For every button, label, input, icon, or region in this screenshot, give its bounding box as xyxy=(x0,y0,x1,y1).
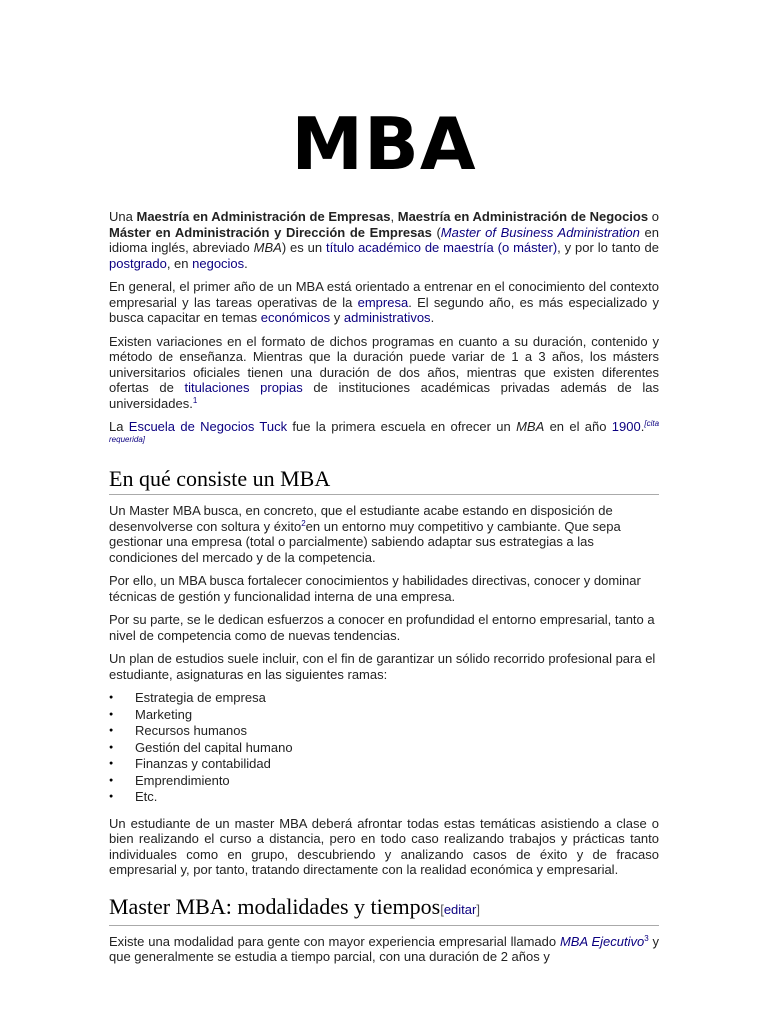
text: . xyxy=(430,310,435,325)
list-item: ● Gestión del capital humano xyxy=(109,740,659,757)
edit-link[interactable]: editar xyxy=(443,901,477,917)
text: fue la primera escuela en ofrecer un xyxy=(287,419,517,434)
paragraph-master-busca xyxy=(109,503,659,565)
paragraph-first-year xyxy=(109,279,659,326)
list-item: ● Emprendimiento xyxy=(109,773,659,790)
edit-section xyxy=(440,902,480,917)
text: Una xyxy=(109,209,137,224)
link-negocios[interactable]: negocios xyxy=(192,255,245,271)
paragraph-ejecutivo xyxy=(109,934,659,965)
section-heading-modalidades xyxy=(109,894,659,926)
article-body xyxy=(109,209,659,973)
paragraph-tuck xyxy=(109,419,659,450)
link-1900[interactable]: 1900 xyxy=(611,419,641,434)
paragraph-plan-estudios: Un plan de estudios suele incluir, con el fin de garantizar un sólido recorrido profesional para el estudiante, asignaturas en las siguientes ramas: xyxy=(109,651,656,682)
intro-paragraph xyxy=(109,209,659,271)
text: y que generalmente se estudia a tiempo parcial, con una duración de 2 años y xyxy=(109,933,660,964)
text: de instituciones académicas privadas además de las universidades. xyxy=(109,380,659,411)
link-escuela-tuck[interactable]: Escuela de Negocios Tuck xyxy=(128,419,288,434)
list-item: ● Recursos humanos xyxy=(109,723,659,740)
text: . El segundo año, es más especializado y busca capacitar en temas xyxy=(109,294,659,325)
text: en un entorno muy competitivo y cambiante. Que sepa gestionar una empresa (total o parcialmente) sabiendo adaptar sus estrategias a las condiciones del mercado y de la competencia. xyxy=(109,518,621,565)
text: La xyxy=(109,419,129,434)
link-postgrado[interactable]: postgrado xyxy=(109,255,167,271)
text: , y por lo tanto de xyxy=(557,240,659,255)
link-empresa[interactable]: empresa xyxy=(357,294,409,310)
link-master-of-business-administration[interactable]: Master of Business Administration xyxy=(440,224,640,240)
paragraph-estudiante: Un estudiante de un master MBA deberá afrontar todas estas temáticas asistiendo a clase o bien realizando el curso a distancia, pero en todo caso realizando trabajos y prácticas tanto individuales como en grupo, descubriendo y analizando casos de éxito y de fracaso empresarial y, por tanto, tratando directamente con la realidad económica y empresarial. xyxy=(109,815,659,877)
text: en idioma inglés, abreviado xyxy=(109,224,659,255)
list-item: ● Estrategia de empresa xyxy=(109,690,659,707)
list-item: ● Etc. xyxy=(109,789,659,806)
link-economicos[interactable]: económicos xyxy=(260,310,331,325)
text: , en xyxy=(166,255,193,271)
text: . xyxy=(640,419,645,434)
text: . xyxy=(244,255,248,271)
bold-term: Máster en Administración y Dirección de Empresas xyxy=(109,224,432,240)
text: ) es un xyxy=(281,240,326,255)
reference-3[interactable]: 3 xyxy=(644,933,649,943)
list-item: ● Finanzas y contabilidad xyxy=(109,756,659,773)
bracket: ] xyxy=(476,901,480,917)
section-heading-consiste: En qué consiste un MBA xyxy=(109,466,659,495)
link-titulo-academico[interactable]: título académico de maestría (o máster) xyxy=(326,240,558,255)
paragraph-variations xyxy=(109,334,659,412)
text: , xyxy=(390,209,398,224)
link-mba-ejecutivo[interactable]: MBA Ejecutivo xyxy=(559,933,645,949)
text: en el año xyxy=(544,419,612,434)
text: o xyxy=(648,209,659,224)
text: Existen variaciones en el formato de dichos programas en cuanto a su duración, contenido y método de enseñanza. Mientras que la duración puede variar de 1 a 3 años, los másters universitarios oficiales tienen una duración de dos años, mientras que existen diferentes ofertas de xyxy=(109,333,659,395)
heading-text: Master MBA: modalidades y tiempos xyxy=(109,893,441,919)
reference-1[interactable]: 1 xyxy=(192,395,198,405)
list-item: ● Marketing xyxy=(109,707,659,724)
bold-term: Maestría en Administración de Negocios xyxy=(397,209,649,224)
text: En general, el primer año de un MBA está orientado a entrenar en el conocimiento del contexto empresarial y las tareas operativas de la xyxy=(109,279,659,310)
text: y xyxy=(330,310,344,325)
subjects-list xyxy=(109,690,659,806)
bold-term: Maestría en Administración de Empresas xyxy=(136,209,391,224)
bracket: [ xyxy=(440,901,444,917)
text: Un Master MBA busca, en concreto, que el estudiante acabe estando en disposición de desenvolverse con soltura y éxito xyxy=(109,503,613,534)
page-title: MBA xyxy=(291,102,477,186)
text: Existe una modalidad para gente con mayor experiencia empresarial llamado xyxy=(109,933,560,949)
text: ( xyxy=(431,224,441,240)
paragraph-esfuerzos: Por su parte, se le dedican esfuerzos a conocer en profundidad el entorno empresarial, tanto a nivel de competencia como de nuevas tendencias. xyxy=(109,612,655,643)
italic-term: MBA xyxy=(516,419,545,434)
link-administrativos[interactable]: administrativos xyxy=(343,310,431,325)
cita-requerida-link[interactable]: [cita requerida] xyxy=(109,419,660,444)
reference-2[interactable]: 2 xyxy=(301,518,306,528)
paragraph-fortalecer: Por ello, un MBA busca fortalecer conocimientos y habilidades directivas, conocer y dominar técnicas de gestión y funcionalidad interna de una empresa. xyxy=(109,573,641,604)
link-titulaciones-propias[interactable]: titulaciones propias xyxy=(184,380,303,395)
italic-term: MBA xyxy=(253,240,282,255)
